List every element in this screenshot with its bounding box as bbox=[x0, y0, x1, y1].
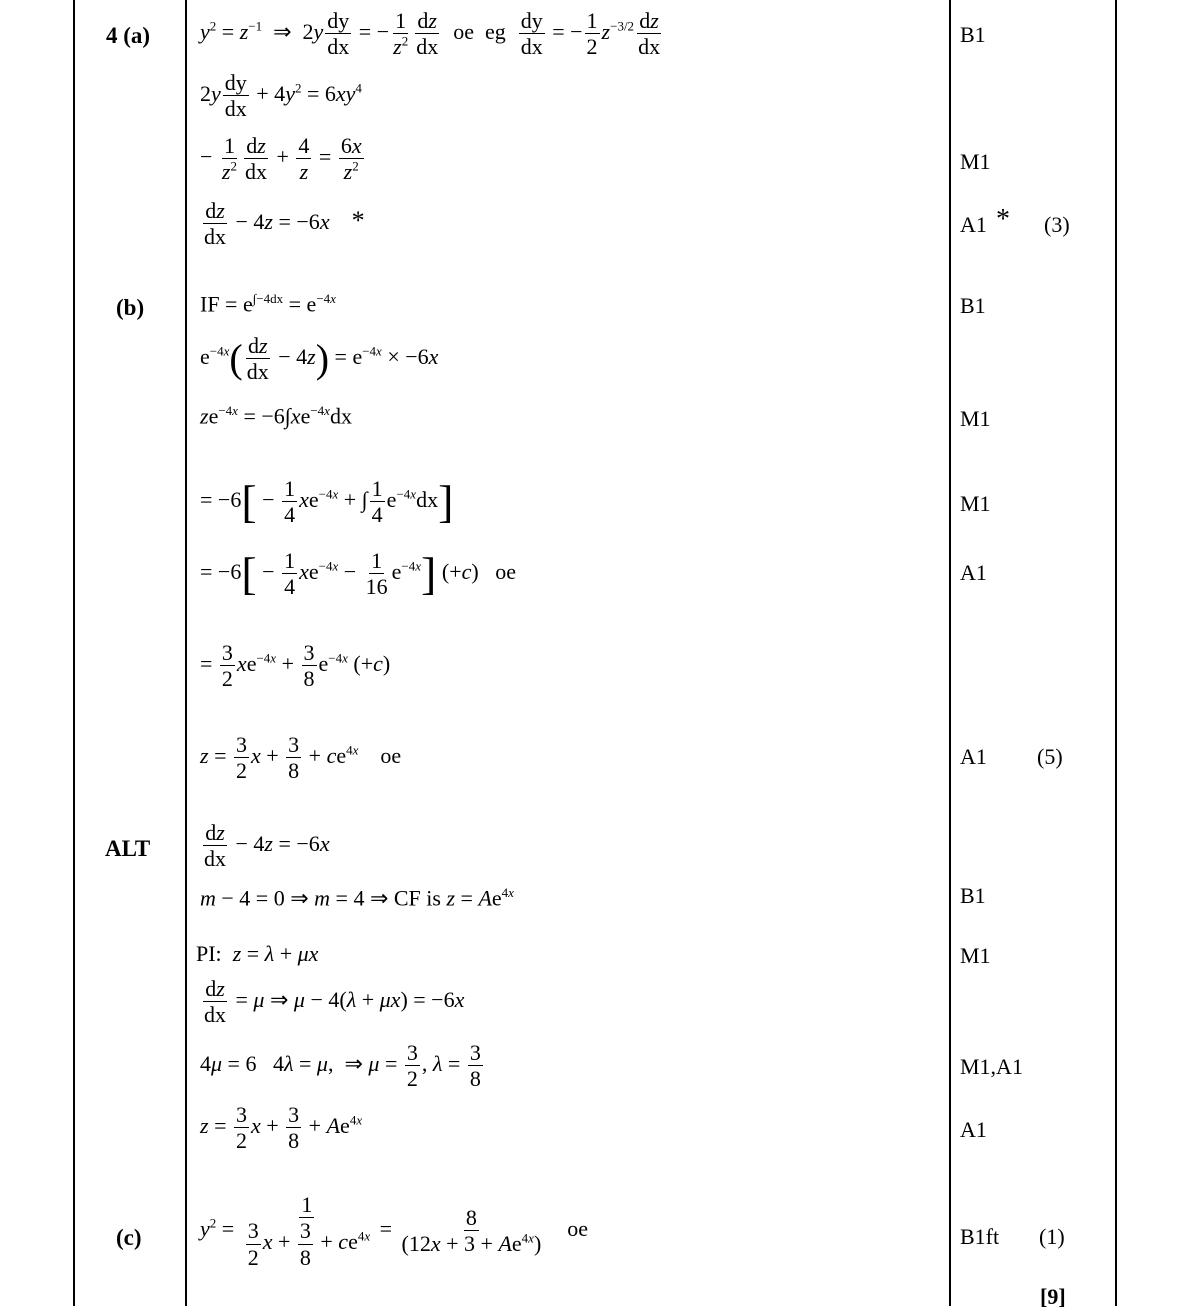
column-divider-2 bbox=[949, 0, 951, 1306]
equation-b1: IF = $e^{\int-4dx} = e^{-4x}$ bbox=[200, 291, 336, 317]
equation-alt6: z = $\frac{3}{2}$ x + $\frac{3}{8}$ + $Ae^{4x}$ bbox=[200, 1102, 363, 1154]
equation-alt5: 4μ = 6 4λ = μ, ⇒ μ = $\frac{3}{2}$ , λ = $\frac{3}{8}$ bbox=[200, 1040, 481, 1092]
oe-text: oe bbox=[495, 558, 516, 584]
equation-a4: $\frac{dz}{dx}$ − 4z = −6x * bbox=[204, 198, 365, 250]
mark-c-total: (1) bbox=[1039, 1224, 1065, 1249]
equation-a2: 2y $\frac{dy}{dx}$ + $4y^2 = 6xy^4$ bbox=[200, 70, 362, 122]
mark-alt4: A1 bbox=[960, 1117, 987, 1142]
equation-a3: − $\frac{1}{z^2}$ $\frac{dz}{dx}$ + $\frac{4}{z}$ = $\frac{6x}{z^2}$ bbox=[200, 133, 362, 185]
mark-alt2: M1 bbox=[960, 943, 991, 968]
mark-alt1: B1 bbox=[960, 883, 986, 908]
equation-b6: = $\frac{3}{2}$ $xe^{-4x}$ + $\frac{3}{8}$ $e^{-4x}$ (+c) bbox=[200, 640, 391, 692]
equation-b7: z = $\frac{3}{2}$ x + $\frac{3}{8}$ + $ce^{4x}$ oe bbox=[200, 732, 402, 784]
mark-a1: B1 bbox=[960, 22, 986, 47]
equation-c1: $y^2$ = 1 $\frac{3}{2}$ x + $\frac{3}{8}$ + $ce^{4x}$ = $\frac{8}{(12x + 3 + Ae^{4x})}$ oe bbox=[200, 1192, 589, 1270]
question-label-b: (b) bbox=[116, 295, 145, 320]
oe-text: oe bbox=[380, 742, 402, 768]
mark-a-total: (3) bbox=[1044, 212, 1070, 237]
table-border-right bbox=[1115, 0, 1117, 1306]
oe-text: oe bbox=[567, 1215, 589, 1241]
mark-b5: A1 bbox=[960, 744, 987, 769]
mark-a3-star: * bbox=[996, 204, 1010, 235]
equation-alt4: $\frac{dz}{dx}$ = μ ⇒ μ − 4(λ + μx) = −6x bbox=[204, 976, 465, 1028]
column-divider-1 bbox=[185, 0, 187, 1306]
mark-b4: A1 bbox=[960, 560, 987, 585]
mark-b2: M1 bbox=[960, 406, 991, 431]
question-label-4a: 4 (a) bbox=[106, 23, 151, 48]
mark-b3: M1 bbox=[960, 491, 991, 516]
equation-b5: = −6[ − $\frac{1}{4}$ $xe^{-4x}$ − $\frac{1}{16}$ $e^{-4x}$] (+c) oe bbox=[200, 547, 516, 600]
equation-b3: $ze^{-4x} = -6\int xe^{-4x}dx$ bbox=[200, 403, 352, 429]
equation-alt1: $\frac{dz}{dx}$ − 4z = −6x bbox=[204, 820, 330, 872]
mark-b1: B1 bbox=[960, 293, 986, 318]
oe-text: oe bbox=[453, 18, 474, 44]
question-label-c: (c) bbox=[116, 1225, 142, 1250]
table-border-left bbox=[73, 0, 75, 1306]
cf-is-text: CF is bbox=[393, 885, 441, 911]
equation-alt3: PI: z = λ + μx bbox=[196, 941, 319, 966]
mark-b-total: (5) bbox=[1037, 744, 1063, 769]
mark-c1: B1ft bbox=[960, 1224, 1000, 1249]
question-label-alt: ALT bbox=[105, 836, 151, 861]
equation-alt2: m − 4 = 0 ⇒ m = 4 ⇒ CF is $z = Ae^{4x}$ bbox=[200, 885, 514, 911]
mark-a3: A1 bbox=[960, 212, 987, 237]
eg-text: eg bbox=[484, 18, 506, 44]
equation-b2: $e^{-4x}$( $\frac{dz}{dx}$ − $4z) = e^{-4x} \times -6x$ bbox=[200, 333, 439, 385]
pi-text: PI: bbox=[196, 941, 222, 966]
mark-alt3: M1,A1 bbox=[960, 1054, 1023, 1079]
mark-grand-total: [9] bbox=[1040, 1284, 1066, 1309]
equation-b4: = −6[ − $\frac{1}{4}$ $xe^{-4x}$ + ∫ $\frac{1}{4}$ $e^{-4x}dx$] bbox=[200, 475, 454, 528]
equation-a1: $y^2 = z^{-1}$ ⇒ 2y $\frac{dy}{dx}$ = − $\frac{1}{z^2}$ $\frac{dz}{dx}$ oe eg $\frac{dy}{dx}$ = − $\frac{1}{2}$ $z^{-3/2}$ $\frac{dz}{dx}$ bbox=[200, 8, 661, 60]
mark-a2: M1 bbox=[960, 149, 991, 174]
